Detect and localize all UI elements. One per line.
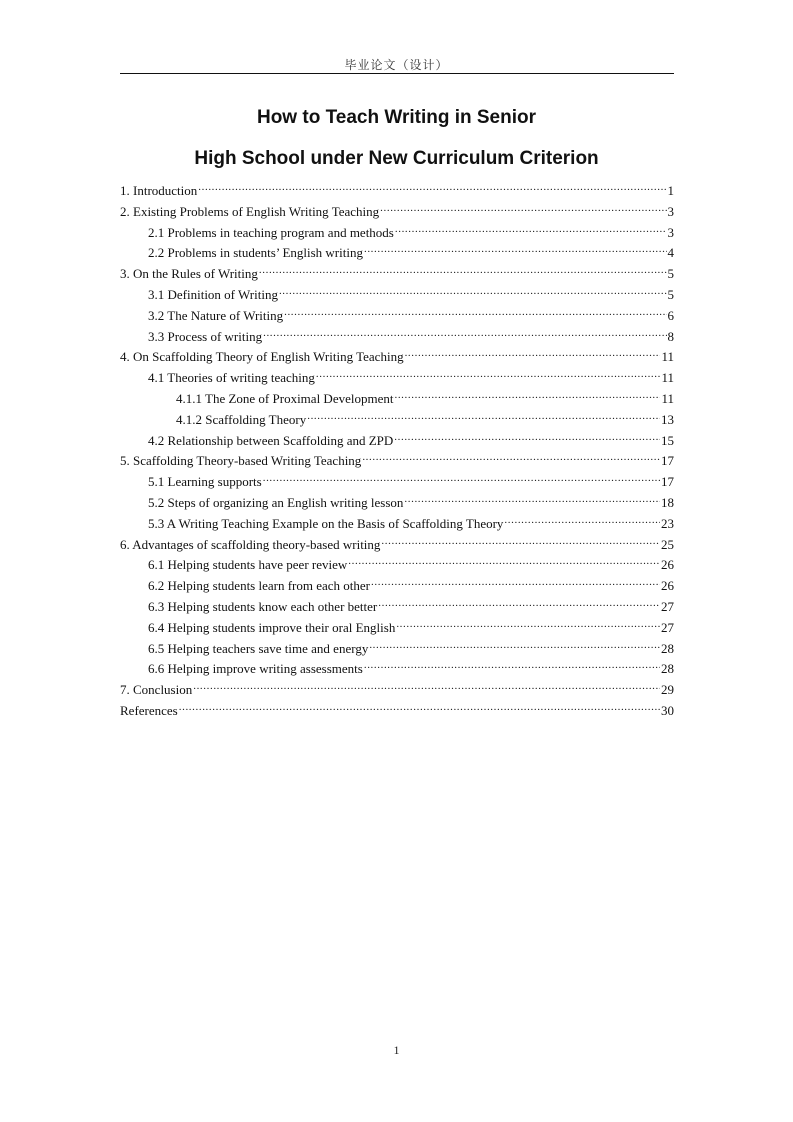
toc-entry-label: 4.2 Relationship between Scaffolding and ZPD	[148, 432, 394, 448]
toc-entry-page: 5	[667, 266, 674, 282]
toc-dot-leader	[394, 390, 660, 403]
toc-dot-leader	[284, 307, 666, 320]
toc-entry[interactable]	[120, 680, 674, 701]
toc-dot-leader	[348, 556, 660, 569]
toc-entry[interactable]	[120, 701, 674, 722]
toc-entry-page: 5	[667, 286, 674, 302]
toc-entry-label: 2.2 Problems in students’ English writing	[148, 245, 363, 261]
toc-entry-label: 7. Conclusion	[120, 682, 193, 698]
toc-entry[interactable]	[120, 410, 674, 431]
toc-entry[interactable]	[120, 493, 674, 514]
toc-entry[interactable]	[120, 597, 674, 618]
toc-entry[interactable]	[120, 223, 674, 244]
toc-entry[interactable]	[120, 389, 674, 410]
toc-entry-label: 1. Introduction	[120, 183, 198, 198]
toc-entry-page: 28	[661, 640, 674, 656]
toc-dot-leader	[263, 328, 666, 341]
toc-entry[interactable]	[120, 639, 674, 660]
page-header: 毕业论文（设计）	[344, 58, 449, 72]
toc-entry-page: 27	[661, 619, 674, 635]
toc-entry-label: 6.4 Helping students improve their oral English	[148, 619, 396, 635]
toc-dot-leader	[380, 203, 666, 216]
toc-entry[interactable]	[120, 576, 674, 597]
toc-entry-label: 6.2 Helping students learn from each other	[148, 578, 371, 594]
toc-dot-leader	[371, 577, 660, 590]
toc-entry-label: 6. Advantages of scaffolding theory-based writing	[120, 536, 381, 552]
toc-dot-leader	[395, 224, 667, 237]
toc-dot-leader	[364, 660, 660, 673]
toc-entry[interactable]	[120, 327, 674, 348]
toc-entry-label: 6.5 Helping teachers save time and energy	[148, 640, 369, 656]
toc-entry-label: 3.2 The Nature of Writing	[148, 307, 284, 323]
document-title-line-1: How to Teach Writing in Senior	[256, 107, 537, 128]
toc-entry-label: 6.3 Helping students know each other better	[148, 598, 378, 614]
toc-entry-page: 23	[661, 515, 674, 531]
toc-dot-leader	[263, 473, 660, 486]
toc-entry[interactable]	[120, 285, 674, 306]
toc-dot-leader	[179, 702, 660, 715]
toc-entry-page: 30	[661, 702, 674, 718]
toc-entry[interactable]	[120, 514, 674, 535]
toc-entry-page: 27	[661, 598, 674, 614]
toc-entry-label: 3.1 Definition of Writing	[148, 286, 278, 302]
toc-entry[interactable]	[120, 264, 674, 285]
footer-page-number: 1	[393, 1043, 400, 1057]
toc-entry-page: 25	[661, 536, 674, 552]
toc-entry-label: 4.1 Theories of writing teaching	[148, 370, 315, 386]
toc-dot-leader	[396, 619, 660, 632]
toc-entry-page: 3	[667, 224, 674, 240]
toc-dot-leader	[394, 432, 660, 445]
toc-entry[interactable]	[120, 618, 674, 639]
toc-entry-page: 26	[661, 578, 674, 594]
toc-entry[interactable]	[120, 535, 674, 556]
toc-dot-leader	[307, 411, 660, 424]
toc-dot-leader	[198, 182, 666, 195]
toc-entry[interactable]	[120, 555, 674, 576]
toc-entry[interactable]	[120, 306, 674, 327]
toc-entry-page: 17	[661, 474, 674, 490]
toc-entry-label: 3. On the Rules of Writing	[120, 266, 258, 282]
toc-entry[interactable]	[120, 659, 674, 680]
toc-entry-label: 4.1.2 Scaffolding Theory	[176, 411, 307, 427]
toc-entry-label: 2. Existing Problems of English Writing Teaching	[120, 203, 380, 219]
toc-entry-page: 3	[667, 203, 674, 219]
toc-entry-label: 4.1.1 The Zone of Proximal Development	[176, 390, 394, 406]
toc-dot-leader	[193, 681, 660, 694]
toc-entry-label: 5.3 A Writing Teaching Example on the Basis of Scaffolding Theory	[148, 515, 504, 531]
toc-dot-leader	[369, 640, 660, 653]
toc-dot-leader	[405, 348, 661, 361]
toc-dot-leader	[362, 452, 660, 465]
toc-entry[interactable]	[120, 181, 674, 202]
toc-dot-leader	[378, 598, 660, 611]
toc-dot-leader	[364, 244, 667, 257]
toc-entry-page: 1	[667, 183, 674, 198]
toc-entry[interactable]	[120, 472, 674, 493]
toc-entry[interactable]	[120, 243, 674, 264]
toc-entry-page: 29	[661, 682, 674, 698]
toc-entry-page: 6	[667, 307, 674, 323]
toc-entry-label: 5. Scaffolding Theory-based Writing Teaching	[120, 453, 362, 469]
toc-dot-leader	[504, 515, 660, 528]
toc-entry-page: 13	[661, 411, 674, 427]
toc-entry-page: 26	[661, 557, 674, 573]
toc-dot-leader	[404, 494, 660, 507]
toc-dot-leader	[381, 536, 660, 549]
toc-entry-page: 18	[661, 494, 674, 510]
toc-entry-page: 11	[661, 349, 674, 365]
document-title-line-2: High School under New Curriculum Criterion	[194, 148, 599, 169]
toc-entry-page: 11	[661, 370, 674, 386]
toc-entry-page: 17	[661, 453, 674, 469]
toc-entry[interactable]	[120, 368, 674, 389]
toc-dot-leader	[259, 265, 667, 278]
toc-entry-label: References	[120, 702, 178, 718]
toc-entry-label: 5.1 Learning supports	[148, 474, 262, 490]
header-divider	[120, 73, 674, 74]
toc-entry[interactable]	[120, 431, 674, 452]
toc-entry-label: 6.1 Helping students have peer review	[148, 557, 348, 573]
toc-dot-leader	[279, 286, 667, 299]
toc-entry-label: 2.1 Problems in teaching program and methods	[148, 224, 394, 240]
toc-entry-page: 15	[661, 432, 674, 448]
toc-entry-label: 4. On Scaffolding Theory of English Writing Teaching	[120, 349, 404, 365]
toc-entry-label: 6.6 Helping improve writing assessments	[148, 661, 363, 677]
toc-entry-page: 11	[661, 390, 674, 406]
toc-entry-page: 28	[661, 661, 674, 677]
toc-entry-label: 5.2 Steps of organizing an English writing lesson	[148, 494, 404, 510]
toc-entry[interactable]	[120, 347, 674, 368]
toc-entry-page: 8	[667, 328, 674, 344]
toc-dot-leader	[316, 369, 661, 382]
table-of-contents	[120, 181, 674, 722]
toc-entry-page: 4	[667, 245, 674, 261]
toc-entry[interactable]	[120, 451, 674, 472]
toc-entry[interactable]	[120, 202, 674, 223]
toc-entry-label: 3.3 Process of writing	[148, 328, 263, 344]
